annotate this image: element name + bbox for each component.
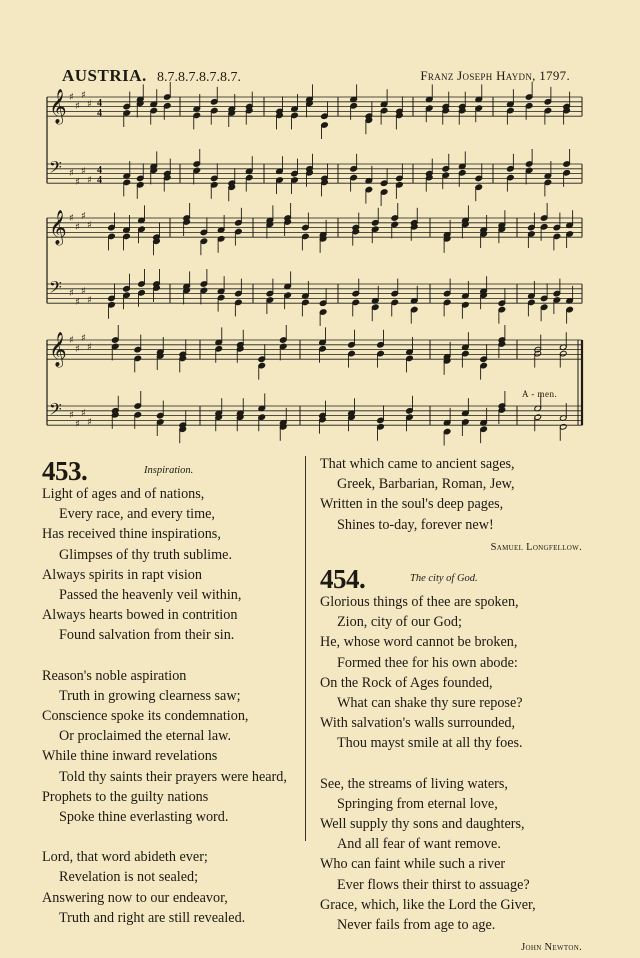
- sharp-icon: ♯: [81, 333, 86, 344]
- verse-line: Shines to-day, forever new!: [337, 516, 494, 533]
- verse-line: Well supply thy sons and daughters,: [320, 816, 525, 833]
- sharp-icon: ♯: [81, 408, 86, 419]
- left-column: [42, 458, 304, 928]
- sharp-icon: ♯: [81, 286, 86, 297]
- hymn-author: Samuel Longfellow.: [490, 541, 582, 553]
- hymn-title: The city of God.: [410, 573, 478, 585]
- verse-line: Or proclaimed the eternal law.: [59, 728, 232, 745]
- music-score: [0, 0, 640, 450]
- verse-line: Told thy saints their prayers were heard,: [59, 768, 287, 785]
- column-divider: [305, 456, 306, 841]
- verse-line: Prophets to the guilty nations: [42, 788, 209, 805]
- bass-clef-icon: 𝄢: [49, 157, 62, 181]
- hymn-header: [320, 564, 582, 595]
- verse-line: Ever flows their thirst to assuage?: [337, 876, 530, 893]
- verse-line: Found salvation from their sin.: [59, 627, 235, 644]
- verse-line: Truth and right are still revealed.: [59, 909, 246, 926]
- verse-line: Light of ages and of nations,: [42, 486, 205, 502]
- verse-line: On the Rock of Ages founded,: [320, 674, 493, 691]
- sharp-icon: ♯: [69, 288, 74, 299]
- sharp-icon: ♯: [75, 419, 80, 430]
- treble-clef-icon: 𝄞: [49, 89, 67, 124]
- sharp-icon: ♯: [75, 101, 80, 112]
- sharp-icon: ♯: [75, 177, 80, 188]
- stanza: [42, 484, 304, 646]
- verse-line: Glimpses of thy truth sublime.: [59, 546, 233, 563]
- verse-line: What can shake thy sure repose?: [337, 695, 523, 712]
- bass-clef-icon: 𝄢: [49, 277, 62, 301]
- sharp-icon: ♯: [87, 175, 92, 186]
- sharp-icon: ♯: [69, 213, 74, 224]
- verse-line: Lord, that word abideth ever;: [42, 849, 208, 866]
- sharp-icon: ♯: [87, 220, 92, 231]
- verse-line: Grace, which, like the Lord the Giver,: [320, 896, 536, 913]
- treble-clef-icon: 𝄞: [49, 210, 67, 245]
- verse-line: Never fails from age to age.: [337, 917, 496, 934]
- sharp-icon: ♯: [75, 297, 80, 308]
- verse-line: Has received thine inspirations,: [42, 526, 221, 543]
- verse-line: Passed the heavenly veil within,: [59, 587, 242, 604]
- verse-line: Always spirits in rapt vision: [42, 566, 202, 583]
- hymn-header: [42, 458, 304, 484]
- stanza: [42, 847, 304, 928]
- verse-line: Springing from eternal love,: [337, 795, 498, 812]
- stanza: [42, 666, 304, 828]
- verse-line: Who can faint while such a river: [320, 856, 506, 873]
- time-signature: 4: [97, 108, 102, 119]
- time-signature: 4: [97, 175, 102, 186]
- tune-meter: 8.7.8.7.8.7.8.7.: [157, 70, 242, 85]
- hymn-number: 453.: [42, 456, 88, 486]
- verse-line: Spoke thine everlasting word.: [59, 809, 229, 826]
- hymn-title: Inspiration.: [144, 465, 194, 476]
- verse-line: Zion, city of our God;: [337, 614, 462, 631]
- verse-line: Answering now to our endeavor,: [42, 889, 228, 906]
- verse-line: Every race, and every time,: [59, 506, 215, 523]
- verse-line: That which came to ancient sages,: [320, 456, 515, 472]
- verse-line: And all fear of want remove.: [337, 836, 501, 853]
- verse-line: While thine inward revelations: [42, 748, 218, 765]
- time-signature: 4: [97, 165, 102, 176]
- sharp-icon: ♯: [75, 344, 80, 355]
- sharp-icon: ♯: [87, 417, 92, 428]
- verse-line: Revelation is not sealed;: [59, 869, 199, 886]
- sharp-icon: ♯: [69, 410, 74, 421]
- verse-line: See, the streams of living waters,: [320, 775, 508, 792]
- sharp-icon: ♯: [81, 90, 86, 101]
- amen-label: A - men.: [522, 389, 558, 399]
- verse-line: Reason's noble aspiration: [42, 667, 187, 684]
- time-signature: 4: [97, 98, 102, 109]
- sharp-icon: ♯: [81, 166, 86, 177]
- verse-line: With salvation's walls surrounded,: [320, 715, 516, 732]
- verse-line: Written in the soul's deep pages,: [320, 496, 504, 513]
- stanza: [320, 592, 582, 754]
- verse-line: Thou mayst smile at all thy foes.: [337, 735, 523, 752]
- sharp-icon: ♯: [81, 211, 86, 222]
- composer-credit: Franz Joseph Haydn, 1797.: [420, 68, 570, 83]
- sharp-icon: ♯: [69, 168, 74, 179]
- sharp-icon: ♯: [75, 222, 80, 233]
- sharp-icon: ♯: [87, 99, 92, 110]
- stanza-continued: [320, 454, 582, 535]
- verse-line: Formed thee for his own abode:: [337, 654, 518, 671]
- verse-line: Glorious things of thee are spoken,: [320, 594, 519, 611]
- hymn-number: 454.: [320, 564, 366, 595]
- verse-line: Conscience spoke its condemnation,: [42, 708, 249, 725]
- stanza: [320, 774, 582, 936]
- verse-line: Always hearts bowed in contrition: [42, 607, 238, 624]
- sharp-icon: ♯: [87, 295, 92, 306]
- hymn-author: John Newton.: [521, 942, 582, 954]
- verse-line: Greek, Barbarian, Roman, Jew,: [337, 476, 515, 493]
- verse-line: Truth in growing clearness saw;: [59, 687, 241, 704]
- tune-name: AUSTRIA.: [62, 66, 147, 85]
- sharp-icon: ♯: [69, 335, 74, 346]
- verse-line: He, whose word cannot be broken,: [320, 634, 518, 651]
- treble-clef-icon: 𝄞: [49, 332, 67, 367]
- sharp-icon: ♯: [87, 342, 92, 353]
- bass-clef-icon: 𝄢: [49, 399, 62, 423]
- right-column: [320, 454, 582, 958]
- sharp-icon: ♯: [69, 92, 74, 103]
